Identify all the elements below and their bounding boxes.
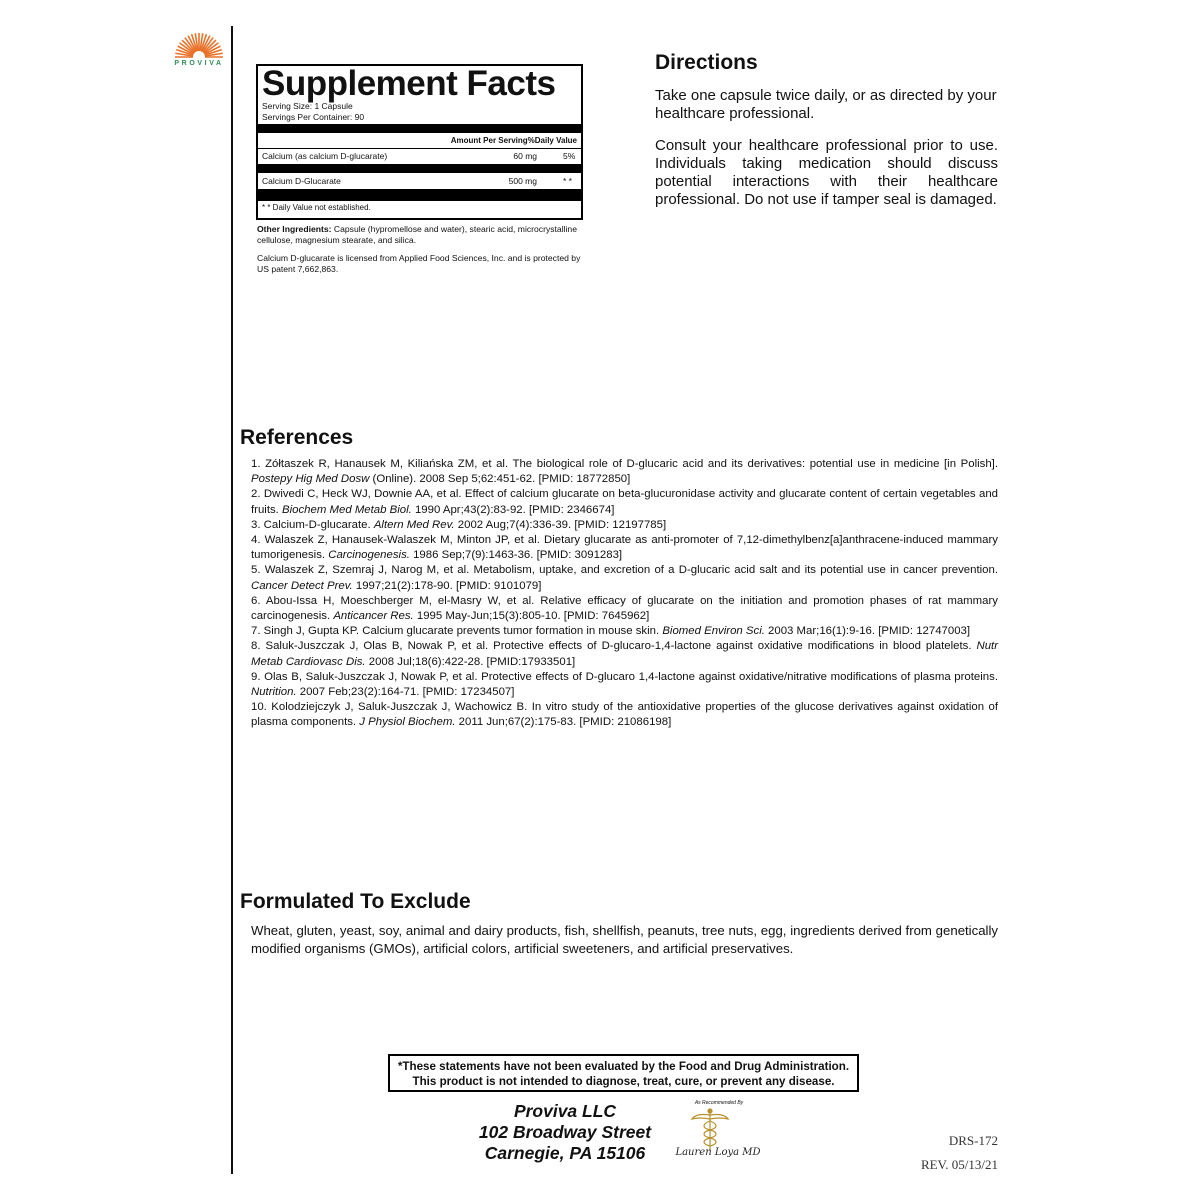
company-name: Proviva LLC xyxy=(513,1101,617,1121)
facts-row xyxy=(262,174,577,188)
reference-citation: 2002 Aug;7(4):336-39. [PMID: 12197785] xyxy=(454,518,667,531)
company-city: Carnegie, PA 15106 xyxy=(484,1143,646,1163)
reference-text: 7. Singh J, Gupta KP. Calcium glucarate prevents tumor formation in mouse skin. xyxy=(251,625,663,638)
facts-header-row xyxy=(262,134,577,148)
sunburst-icon xyxy=(175,33,223,57)
reference-text: 2. Dwivedi C, Heck WJ, Downie AA, et al. Effect of calcium glucarate on beta-glucuronidase activity and glucarate content of certain vegetables and fruits. xyxy=(251,488,998,516)
document-code: DRS-172 xyxy=(948,1133,998,1148)
proviva-logo xyxy=(164,30,234,75)
company-street: 102 Broadway Street xyxy=(478,1122,652,1142)
reference-journal: Biochem Med Metab Biol. xyxy=(282,503,412,516)
reference-citation: 2008 Jul;18(6):422-28. [PMID:17933501] xyxy=(365,655,576,668)
reference-citation: 1986 Sep;7(9):1463-36. [PMID: 3091283] xyxy=(409,549,623,562)
nutrient-name: Calcium (as calcium D-glucarate) xyxy=(262,151,388,161)
reference-citation: (Online). 2008 Sep 5;62:451-62. [PMID: 18772850] xyxy=(369,473,631,486)
reference-citation: 2011 Jun;67(2):175-83. [PMID: 21086198] xyxy=(455,716,672,729)
directions-title: Directions xyxy=(655,51,758,74)
facts-thick-bar xyxy=(258,164,581,173)
reference-item xyxy=(251,670,998,700)
other-ingredients xyxy=(257,224,587,246)
reference-journal: Nutrition. xyxy=(251,686,297,699)
reference-text: 8. Saluk-Juszczak J, Olas B, Nowak P, et al. Protective effects of D-glucaro-1,4-lactone against oxidative modifications in blood platelets. xyxy=(251,640,977,653)
references-list xyxy=(251,457,998,731)
other-ingredients-label: Other Ingredients: xyxy=(257,224,332,234)
reference-item xyxy=(251,457,998,487)
facts-row xyxy=(262,149,577,163)
disclaimer-line: This product is not intended to diagnose, treat, cure, or prevent any disease. xyxy=(412,1075,835,1088)
supplement-facts-panel xyxy=(256,64,583,220)
reference-journal: Postepy Hig Med Dosw xyxy=(251,473,370,486)
reference-journal: Cancer Detect Prev. xyxy=(251,579,353,592)
facts-thick-bar xyxy=(258,189,581,201)
reference-item xyxy=(251,563,998,593)
reference-journal: Carcinogenesis. xyxy=(328,549,410,562)
company-address xyxy=(460,1101,670,1164)
formulated-text: Wheat, gluten, yeast, soy, animal and dairy products, fish, shellfish, peanuts, tree nuts, egg, ingredients derived from genetically modified organisms (GMOs), artificial colors, artificial sweeteners, and artificial preservatives. xyxy=(251,923,998,956)
reference-item xyxy=(251,487,998,517)
nutrient-amount: 60 mg xyxy=(513,151,537,161)
reference-citation: 1997;21(2):178-90. [PMID: 9101079] xyxy=(352,579,542,592)
reference-journal: Anticancer Res. xyxy=(333,610,414,623)
disclaimer-line: *These statements have not been evaluated by the Food and Drug Administration. xyxy=(397,1060,850,1073)
supplement-facts-title: Supplement Facts xyxy=(262,64,556,103)
reference-citation: 1995 May-Jun;15(3):805-10. [PMID: 7645962] xyxy=(413,610,650,623)
reference-journal: Biomed Environ Sci. xyxy=(662,625,765,638)
nutrient-amount: 500 mg xyxy=(508,176,537,186)
references-title: References xyxy=(240,426,354,449)
reference-item xyxy=(251,533,998,563)
directions-warning: Consult your healthcare professional prior to use. Individuals taking medication should discuss potential interactions with their healthcare professional. Do not use if tamper seal is damaged. xyxy=(655,137,998,208)
vertical-divider xyxy=(231,26,233,1174)
signature-caption: As Recommended By xyxy=(694,1100,744,1106)
header-dv: %Daily Value xyxy=(527,136,577,145)
reference-text: 5. Walaszek Z, Szemraj J, Narog M, et al. Metabolism, uptake, and excretion of a D-glucaric acid salt and its potential use in cancer prevention. xyxy=(251,564,998,577)
reference-citation: 1990 Apr;43(2):83-92. [PMID: 2346674] xyxy=(411,503,615,516)
reference-text: 9. Olas B, Saluk-Juszczak J, Nowak P, et al. Protective effects of D-glucaro 1,4-lactone against oxidative/nitrative modifications of plasma proteins. xyxy=(251,670,998,683)
serving-size: Serving Size: 1 Capsule xyxy=(262,101,353,111)
reference-text: 10. Kolodziejczyk J, Saluk-Juszczak J, Wachowicz B. In vitro study of the antioxidative properties of the glucose derivatives against oxidation of plasma components. xyxy=(251,701,998,729)
facts-thick-bar xyxy=(258,124,581,133)
reference-item xyxy=(251,594,998,624)
reference-journal: J Physiol Biochem. xyxy=(359,716,456,729)
directions-text: Take one capsule twice daily, or as directed by your healthcare professional. xyxy=(655,87,997,122)
brand-name: PROVIVA xyxy=(174,60,224,67)
reference-text: 1. Zółtaszek R, Hanausek M, Kiliańska ZM, et al. The biological role of D-glucaric acid and its derivatives: potential use in medicine [in Polish]. xyxy=(251,458,998,470)
patent-note: Calcium D-glucarate is licensed from Applied Food Sciences, Inc. and is protected by US patent 7,662,863. xyxy=(257,253,581,274)
reference-citation: 2003 Mar;16(1):9-16. [PMID: 12747003] xyxy=(764,625,971,638)
reference-item xyxy=(251,639,998,669)
reference-text: 3. Calcium-D-glucarate. xyxy=(251,518,374,531)
reference-item xyxy=(251,518,998,533)
formulated-title: Formulated To Exclude xyxy=(240,890,471,913)
revision-date: REV. 05/13/21 xyxy=(920,1157,998,1172)
facts-footnote: * * Daily Value not established. xyxy=(262,203,371,212)
reference-item xyxy=(251,700,998,730)
reference-journal: Altern Med Rev. xyxy=(373,518,455,531)
fda-disclaimer xyxy=(388,1054,859,1092)
other-ingredients-text: Capsule (hypromellose and water), stearic acid, microcrystalline cellulose, magnesium stearate, and silica. xyxy=(257,224,577,245)
nutrient-dv: * * xyxy=(563,176,572,186)
reference-text: 6. Abou-Issa H, Moeschberger M, el-Masry W, et al. Relative efficacy of glucarate on the initiation and promotion phases of rat mammary carcinogenesis. xyxy=(251,594,998,623)
reference-text: 4. Walaszek Z, Hanausek-Walaszek M, Minton JP, et al. Dietary glucarate as anti-promoter of 7,12-dimethylbenz[a]anthracene-induced mammary tumorigenesis. xyxy=(251,534,998,562)
servings-per-container: Servings Per Container: 90 xyxy=(262,112,365,122)
reference-item xyxy=(251,624,998,639)
signature-name: Lauren Loya MD xyxy=(675,1147,761,1158)
nutrient-name: Calcium D-Glucarate xyxy=(262,176,341,186)
header-amount: Amount Per Serving xyxy=(450,136,528,145)
nutrient-dv: 5% xyxy=(563,151,576,161)
reference-citation: 2007 Feb;23(2):164-71. [PMID: 17234507] xyxy=(296,686,515,699)
reference-journal: Nutr Metab Cardiovasc Dis. xyxy=(251,640,998,668)
